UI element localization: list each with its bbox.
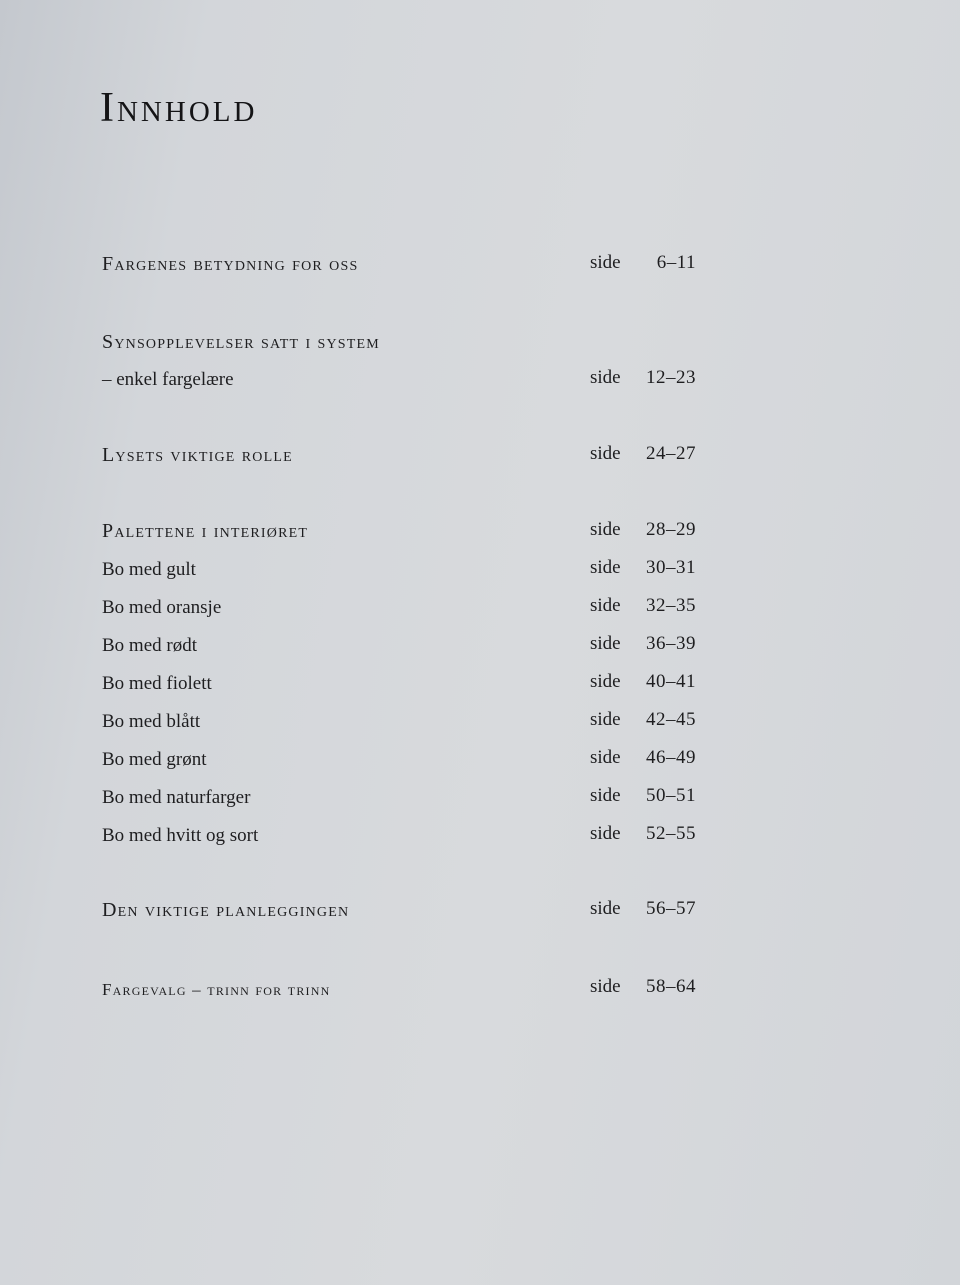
toc-page-range: 12–23 <box>646 367 696 388</box>
toc-page-range: 28–29 <box>646 519 696 540</box>
toc-entry <box>102 441 702 471</box>
toc-page-range: 6–11 <box>656 252 696 273</box>
toc-entry-title: Bo med oransje <box>102 597 222 618</box>
toc-entry-title: Bo med fiolett <box>102 673 212 694</box>
toc-entry-title: Bo med gult <box>102 559 196 580</box>
toc-page-range: 42–45 <box>646 709 696 730</box>
toc-side-label: side <box>590 367 621 388</box>
toc-entry <box>102 365 702 395</box>
toc-entry <box>102 328 702 358</box>
toc-entry-title: Bo med rødt <box>102 635 197 656</box>
toc-entry <box>102 974 702 1004</box>
toc-side-label: side <box>590 633 621 654</box>
toc-side-label: side <box>590 709 621 730</box>
toc-side-label: side <box>590 785 621 806</box>
toc-side-label: side <box>590 823 621 844</box>
toc-entry <box>102 631 702 661</box>
toc-side-label: side <box>590 671 621 692</box>
toc-entry-title: Fargevalg – trinn for trinn <box>102 980 331 999</box>
toc-entry <box>102 669 702 699</box>
toc-entry <box>102 250 702 280</box>
toc-entry <box>102 593 702 623</box>
toc-entry <box>102 707 702 737</box>
toc-entry <box>102 555 702 585</box>
toc-entry-title: Fargenes betydning for oss <box>102 253 359 275</box>
toc-entry <box>102 896 702 926</box>
toc-entry-title: Den viktige planleggingen <box>102 899 350 921</box>
toc-entry <box>102 821 702 851</box>
toc-side-label: side <box>590 519 621 540</box>
toc-entry-title: Bo med hvitt og sort <box>102 825 259 846</box>
toc-page-range: 32–35 <box>646 595 696 616</box>
toc-entry-title: Bo med grønt <box>102 749 207 770</box>
toc-page-range: 36–39 <box>646 633 696 654</box>
page-title: Innhold <box>100 85 258 131</box>
toc-side-label: side <box>590 747 621 768</box>
toc-page-range: 40–41 <box>646 671 696 692</box>
toc-entry-title: Palettene i interiøret <box>102 520 309 542</box>
toc-page-range: 58–64 <box>646 976 696 997</box>
toc-entry <box>102 745 702 775</box>
toc-page-range: 24–27 <box>646 443 696 464</box>
toc-entry <box>102 517 702 547</box>
toc-page-range: 52–55 <box>646 823 696 844</box>
toc-entry-title: Synsopplevelser satt i system <box>102 331 380 353</box>
toc-entry-subtitle: – enkel fargelære <box>102 369 234 390</box>
toc-page-range: 50–51 <box>646 785 696 806</box>
toc-entry-title: Lysets viktige rolle <box>102 444 293 466</box>
toc-entry-title: Bo med blått <box>102 711 201 732</box>
toc-entry-title: Bo med naturfarger <box>102 787 251 808</box>
toc-side-label: side <box>590 898 621 919</box>
toc-page-range: 30–31 <box>646 557 696 578</box>
toc-page-range: 56–57 <box>646 898 696 919</box>
toc-side-label: side <box>590 252 621 273</box>
toc-entry <box>102 783 702 813</box>
toc-side-label: side <box>590 595 621 616</box>
toc-page-range: 46–49 <box>646 747 696 768</box>
toc-side-label: side <box>590 976 621 997</box>
toc-side-label: side <box>590 443 621 464</box>
toc-side-label: side <box>590 557 621 578</box>
